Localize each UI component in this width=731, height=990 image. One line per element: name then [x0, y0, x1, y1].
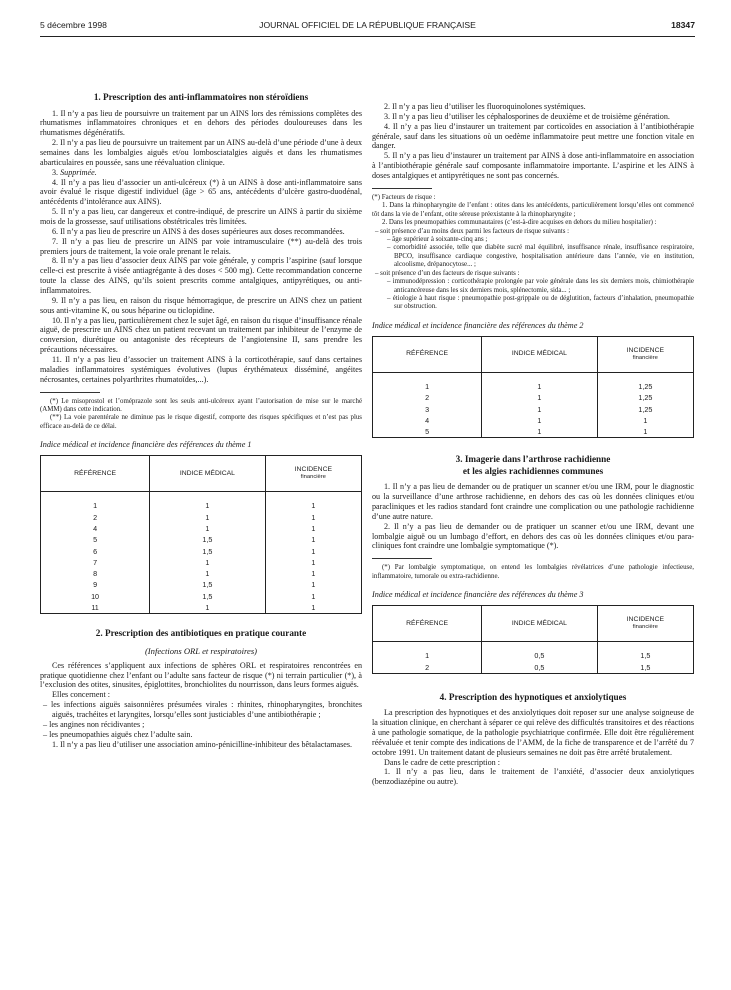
table-row — [373, 661, 694, 673]
table-cell: 2 — [41, 512, 150, 523]
footnote-separator — [40, 392, 100, 393]
table-1 — [40, 455, 362, 614]
section-2-elles: Elles concernent : — [52, 690, 110, 700]
footnote-line: – comorbidité associée, telle que diabète sucré mal équilibré, insuffisance rénale, insuffisance respiratoire, BPCO, insuffisance cardiaque congestive, hospitalisation antérieure dans l’année, vie en institution, alcoolisme, drépanocytose... ; — [387, 244, 694, 269]
table-cell: 1 — [265, 579, 361, 590]
table-cell: 1 — [265, 545, 361, 556]
list-item: 5. Il n’y a pas lieu, car dangereux et contre-indiqué, de prescrire un AINS à partir du sixième mois de la grossesse, sauf utilisations obstétricales très limitées. — [40, 207, 362, 226]
page-header — [40, 20, 695, 34]
table-cell: 11 — [41, 602, 150, 614]
table-cell: 1 — [482, 426, 598, 438]
table-cell: 1 — [150, 512, 266, 523]
table-cell: 5 — [373, 426, 482, 438]
section-4-paragraph-3: 1. Il n’y a pas lieu, dans le traitement de l’anxiété, d’associer deux anxiolytiques (benzodiazépine ou autre). — [372, 767, 694, 787]
table-cell: 1 — [265, 602, 361, 614]
table-cell: 1 — [373, 650, 482, 661]
header-page-number: 18347 — [671, 20, 695, 30]
table-cell — [597, 372, 693, 381]
list-item: 11. Il n’y a pas lieu d’associer un traitement AINS à la corticothérapie, sauf dans certaines maladies inflammatoires systémiques évolutives (lupus érythémateux disséminé, angéites nécrosantes, certaines polyarthrites rhumatoïdes,...). — [40, 354, 362, 384]
list-item: 2. Il n’y a pas lieu de demander ou de pratiquer un scanner et/ou une IRM, devant une lombalgie aiguë ou un lumbago d’effort, en dehors des cas où les données cliniques et/ou para-cliniques font craindre une lombalgie symptomatique (*). — [372, 521, 694, 551]
list-item: 4. Il n’y a pas lieu d’instaurer un traitement par corticoïdes en association à l’antibiothérapie générale, sauf dans les situations où un oedème inflammatoire peut mettre une fonction vitale en danger. — [372, 121, 694, 151]
col-header-financial-incidence: INCIDENCE financière — [597, 606, 693, 642]
list-item: 3. Supprimée. — [52, 167, 97, 177]
table-cell: 1 — [265, 523, 361, 534]
table-spacer-row — [41, 492, 362, 501]
col-header-reference: RÉFÉRENCE — [373, 336, 482, 372]
table-cell: 9 — [41, 579, 150, 590]
section-4-paragraph-2: Dans le cadre de cette prescription : — [384, 757, 500, 767]
table-cell: 10 — [41, 591, 150, 602]
col-header-medical-index: INDICE MÉDICAL — [150, 456, 266, 492]
list-item: – les pneumopathies aiguës chez l’adulte sain. — [43, 729, 193, 739]
table-row — [373, 650, 694, 661]
table-cell: 1 — [373, 381, 482, 392]
table-spacer-row — [373, 642, 694, 651]
section-1-items — [40, 109, 362, 385]
table-2 — [372, 336, 694, 438]
table-row — [41, 523, 362, 534]
footnote-2: (**) La voie parentérale ne diminue pas le risque digestif, comporte des risques spécifiques et n’est pas plus efficace au-delà de ce délai. — [40, 414, 362, 430]
section-2-item-1: 1. Il n’y a pas lieu d’utiliser une association amino-pénicilline-inhibiteur des bêtalactamases. — [52, 739, 353, 749]
table-cell: 1 — [482, 381, 598, 392]
table-cell — [373, 372, 482, 381]
footnote-1: (*) Le misoprostol et l’oméprazole sont les seuls anti-ulcéreux ayant l’autorisation de mise sur le marché (AMM) dans cette indication. — [40, 397, 362, 413]
table-2-caption: Indice médical et incidence financière des références du thème 2 — [372, 320, 584, 330]
footnote-line: (*) Facteurs de risque : — [372, 193, 436, 201]
header-journal-title: JOURNAL OFFICIEL DE LA RÉPUBLIQUE FRANÇAISE — [259, 20, 476, 30]
col-header-medical-index: INDICE MÉDICAL — [482, 336, 598, 372]
table-cell: 1 — [265, 591, 361, 602]
header-rule — [40, 36, 695, 37]
list-item: – les angines non récidivantes ; — [43, 719, 145, 729]
section-2-subtitle: (Infections ORL et respiratoires) — [144, 645, 258, 656]
table-cell — [373, 642, 482, 651]
table-cell: 5 — [41, 534, 150, 545]
table-cell: 1 — [41, 500, 150, 511]
table-spacer-row — [373, 372, 694, 381]
table-cell: 1,25 — [597, 381, 693, 392]
table-cell: 1 — [482, 403, 598, 414]
left-column — [40, 92, 362, 749]
table-row — [41, 500, 362, 511]
risk-factor-notes — [372, 194, 694, 312]
table-cell — [150, 492, 266, 501]
table-cell: 1,5 — [150, 534, 266, 545]
table-row — [41, 534, 362, 545]
table-3 — [372, 605, 694, 674]
table-row — [373, 392, 694, 403]
table-cell: 1,5 — [150, 591, 266, 602]
table-cell: 1,5 — [150, 545, 266, 556]
table-3-body — [373, 642, 694, 674]
section-2-bullets — [40, 700, 362, 739]
section-4-paragraph-1: La prescription des hypnotiques et des anxiolytiques doit reposer sur une analyse soigneuse de la situation clinique, en cherchant à séparer ce qui relève des difficultés transitoires et des réactions à une pathologie somatique, de la pathologie psychiatrique confirmée. Elle doit être régulièrement réévaluée et tenir compte des indications de l’AMM, de la fiche de transparence et de l’arrêté du 7 octobre 1991. Un traitement datant de plusieurs semaines ne doit pas être arrêté brutalement. — [372, 708, 694, 757]
table-1-caption: Indice médical et incidence financière des références du thème 1 — [40, 440, 252, 450]
footnote-line: – immunodépression : corticothérapie prolongée par voie générale dans les six derniers mois, chimiothérapie anticancéreuse dans les six derniers mois, splénectomie, sida... ; — [387, 278, 694, 294]
table-3-caption: Indice médical et incidence financière des références du thème 3 — [372, 590, 584, 600]
table-cell: 0,5 — [482, 661, 598, 673]
table-cell — [482, 642, 598, 651]
section-2-title: 2. Prescription des antibiotiques en pratique courante — [95, 628, 307, 639]
table-cell: 1 — [265, 534, 361, 545]
table-row — [41, 545, 362, 556]
col-header-reference: RÉFÉRENCE — [41, 456, 150, 492]
table-cell: 1 — [150, 557, 266, 568]
footnote-separator-2 — [372, 188, 432, 189]
table-2-body — [373, 372, 694, 437]
list-item: 4. Il n’y a pas lieu d’associer un anti-ulcéreux (*) à un AINS à dose anti-inflammatoire sans avoir évalué le risque digestif individuel (âge > 65 ans, antécédents d’ulcère gastro-duodénal, antécédents d’intolérance aux AINS). — [40, 177, 362, 207]
list-item: 8. Il n’y a pas lieu d’associer deux AINS par voie générale, y compris l’aspirine (sauf lorsque celle-ci est prescrite à visée antiagrégante à des doses < 500 mg). Cette recommandation concerne toute la classe des AINS, qu’ils soient prescrits comme antalgiques, antipyrétiques, ou anti-inflammatoires. — [40, 256, 362, 295]
table-cell: 1 — [150, 602, 266, 614]
table-row — [373, 403, 694, 414]
list-item: 2. Il n’y a pas lieu de poursuivre un traitement par un AINS au-delà d’une période d’une à deux semaines dans les lombalgies aiguës et/ou lombosciatalgies aiguës et dans les rhumatismes abarticulaires en poussée, sans une réévaluation clinique. — [40, 138, 362, 167]
table-cell: 1 — [150, 523, 266, 534]
footnote-line: 2. Dans les pneumopathies communautaires (c’est-à-dire acquises en dehors du milieu hospitalier) : — [382, 219, 657, 227]
table-row — [41, 591, 362, 602]
list-item: 5. Il n’y a pas lieu d’instaurer un traitement par AINS à dose anti-inflammatoire en association à l’antibiothérapie générale sauf composante inflammatoire importante. L’aspirine et les AINS à doses antalgiques et antipyrétiques ne sont pas concernés. — [372, 151, 694, 181]
col-header-financial-incidence: INCIDENCE financière — [597, 336, 693, 372]
table-cell: 2 — [373, 661, 482, 673]
footnote-line: – soit présence d’au moins deux parmi les facteurs de risque suivants : — [375, 227, 570, 235]
table-cell: 1,5 — [597, 650, 693, 661]
list-item: 3. Il n’y a pas lieu d’utiliser les céphalosporines de deuxième et de troisième génération. — [384, 111, 670, 121]
footnote-separator-3 — [372, 558, 432, 559]
col-header-financial-incidence: INCIDENCE financière — [265, 456, 361, 492]
list-item: 9. Il n’y a pas lieu, en raison du risque hémorragique, de prescrire un AINS chez un patient sous anti-vitamine K, ou sous héparine ou ticlopidine. — [40, 295, 362, 315]
table-cell — [41, 492, 150, 501]
table-cell: 1 — [265, 500, 361, 511]
table-row — [373, 426, 694, 438]
table-row — [41, 568, 362, 579]
table-cell: 1,5 — [597, 661, 693, 673]
table-cell — [597, 642, 693, 651]
table-cell: 1 — [150, 500, 266, 511]
table-cell: 6 — [41, 545, 150, 556]
table-cell: 1,5 — [150, 579, 266, 590]
table-cell: 1 — [265, 512, 361, 523]
right-column — [372, 102, 694, 787]
table-cell: 1 — [265, 557, 361, 568]
table-cell: 3 — [373, 403, 482, 414]
list-item: 7. Il n’y a pas lieu de prescrire un AINS par voie intramusculaire (**) au-delà des trois premiers jours de traitement, la voie orale prenant le relais. — [40, 236, 362, 256]
footnote-line: – soit présence d’un des facteurs de risque suivants : — [375, 269, 520, 277]
table-cell: 8 — [41, 568, 150, 579]
footnote-line: 1. Dans la rhinopharyngite de l’enfant : otites dans les antécédents, particulièrement lorsqu’elles ont commencé tôt dans la vie de l’enfant, otite séreuse préexistante à la rhinopharyngite ; — [372, 202, 694, 218]
table-cell: 1,25 — [597, 403, 693, 414]
section-3-title: 3. Imagerie dans l’arthrose rachidienne et les algies rachidiennes communes — [455, 454, 611, 476]
table-row — [41, 602, 362, 614]
list-item: – les infections aiguës saisonnières présumées virales : rhinites, rhinopharyngites, bronchites aiguës, trachéites et laryngites, lorsqu’elles sont justiciables d’une antibiothérapie ; — [43, 700, 362, 720]
table-cell: 1 — [597, 415, 693, 426]
footnote-line: – étiologie à haut risque : pneumopathie post-grippale ou de déglutition, facteurs d’inhalation, pneumopathie sur obstruction. — [387, 294, 694, 311]
table-row — [373, 381, 694, 392]
table-row — [41, 557, 362, 568]
col-header-medical-index: INDICE MÉDICAL — [482, 606, 598, 642]
list-item: 6. Il n’y a pas lieu de prescrire un AINS à des doses supérieures aux doses recommandées. — [52, 226, 345, 236]
list-item: 2. Il n’y a pas lieu d’utiliser les fluoroquinolones systémiques. — [384, 102, 586, 111]
list-item: 1. Il n’y a pas lieu de demander ou de pratiquer un scanner et/ou une IRM, pour le diagnostic ou la surveillance d’une arthrose rachidienne, en dehors des cas où les données cliniques et/ou paracliniques et les radios standard font craindre une complication ou une pathologie rachidienne d’une autre nature. — [372, 482, 694, 521]
table-cell: 1 — [482, 392, 598, 403]
table-cell: 2 — [373, 392, 482, 403]
table-cell: 1 — [265, 568, 361, 579]
table-cell: 4 — [373, 415, 482, 426]
table-cell: 4 — [41, 523, 150, 534]
table-row — [373, 415, 694, 426]
section-3-note: (*) Par lombalgie symptomatique, on entend les lombalgies révélatrices d’une pathologie infectieuse, inflammatoire, tumorale ou extra-rachidienne. — [372, 564, 694, 580]
section-1-title: 1. Prescription des anti-inflammatoires non stéroïdiens — [93, 92, 309, 102]
table-1-body — [41, 492, 362, 614]
table-cell — [482, 372, 598, 381]
list-item: 10. Il n’y a pas lieu, particulièrement chez le sujet âgé, en raison du risque d’insuffisance rénale aiguë, de prescrire un AINS chez un patient recevant un traitement par inhibiteur de l’enzyme de conversion, diurétique ou antagoniste des récepteurs de l’angiotensine II, sans prendre les précautions nécessaires. — [40, 315, 362, 355]
section-2-items-cont — [372, 102, 694, 181]
table-cell: 1 — [150, 568, 266, 579]
table-cell: 1,25 — [597, 392, 693, 403]
col-header-reference: RÉFÉRENCE — [373, 606, 482, 642]
list-item: 1. Il n’y a pas lieu de poursuivre un traitement par un AINS lors des rémissions complètes des rhumatismes inflammatoires chroniques et en dehors des périodes douloureuses dans les rhumatismes dégénératifs. — [40, 108, 362, 138]
table-cell: 0,5 — [482, 650, 598, 661]
header-date: 5 décembre 1998 — [40, 20, 107, 30]
section-3-items — [372, 482, 694, 551]
table-row — [41, 512, 362, 523]
table-cell — [265, 492, 361, 501]
table-cell: 1 — [597, 426, 693, 438]
section-2-intro: Ces références s’appliquent aux infections de sphères ORL et respiratoires rencontrées en pratique quotidienne chez l’enfant ou l’adulte sans facteur de risque (*) ni terrain particulier (*), à l’exclusion des otites, sinusites, épiglottites, bronchiolites du nourrisson, dans leurs formes aiguës. — [40, 660, 362, 690]
footnote-line: – âge supérieur à soixante-cinq ans ; — [387, 235, 488, 243]
table-row — [41, 579, 362, 590]
section-4-title: 4. Prescription des hypnotiques et anxiolytiques — [439, 691, 627, 702]
table-cell: 1 — [482, 415, 598, 426]
table-cell: 7 — [41, 557, 150, 568]
